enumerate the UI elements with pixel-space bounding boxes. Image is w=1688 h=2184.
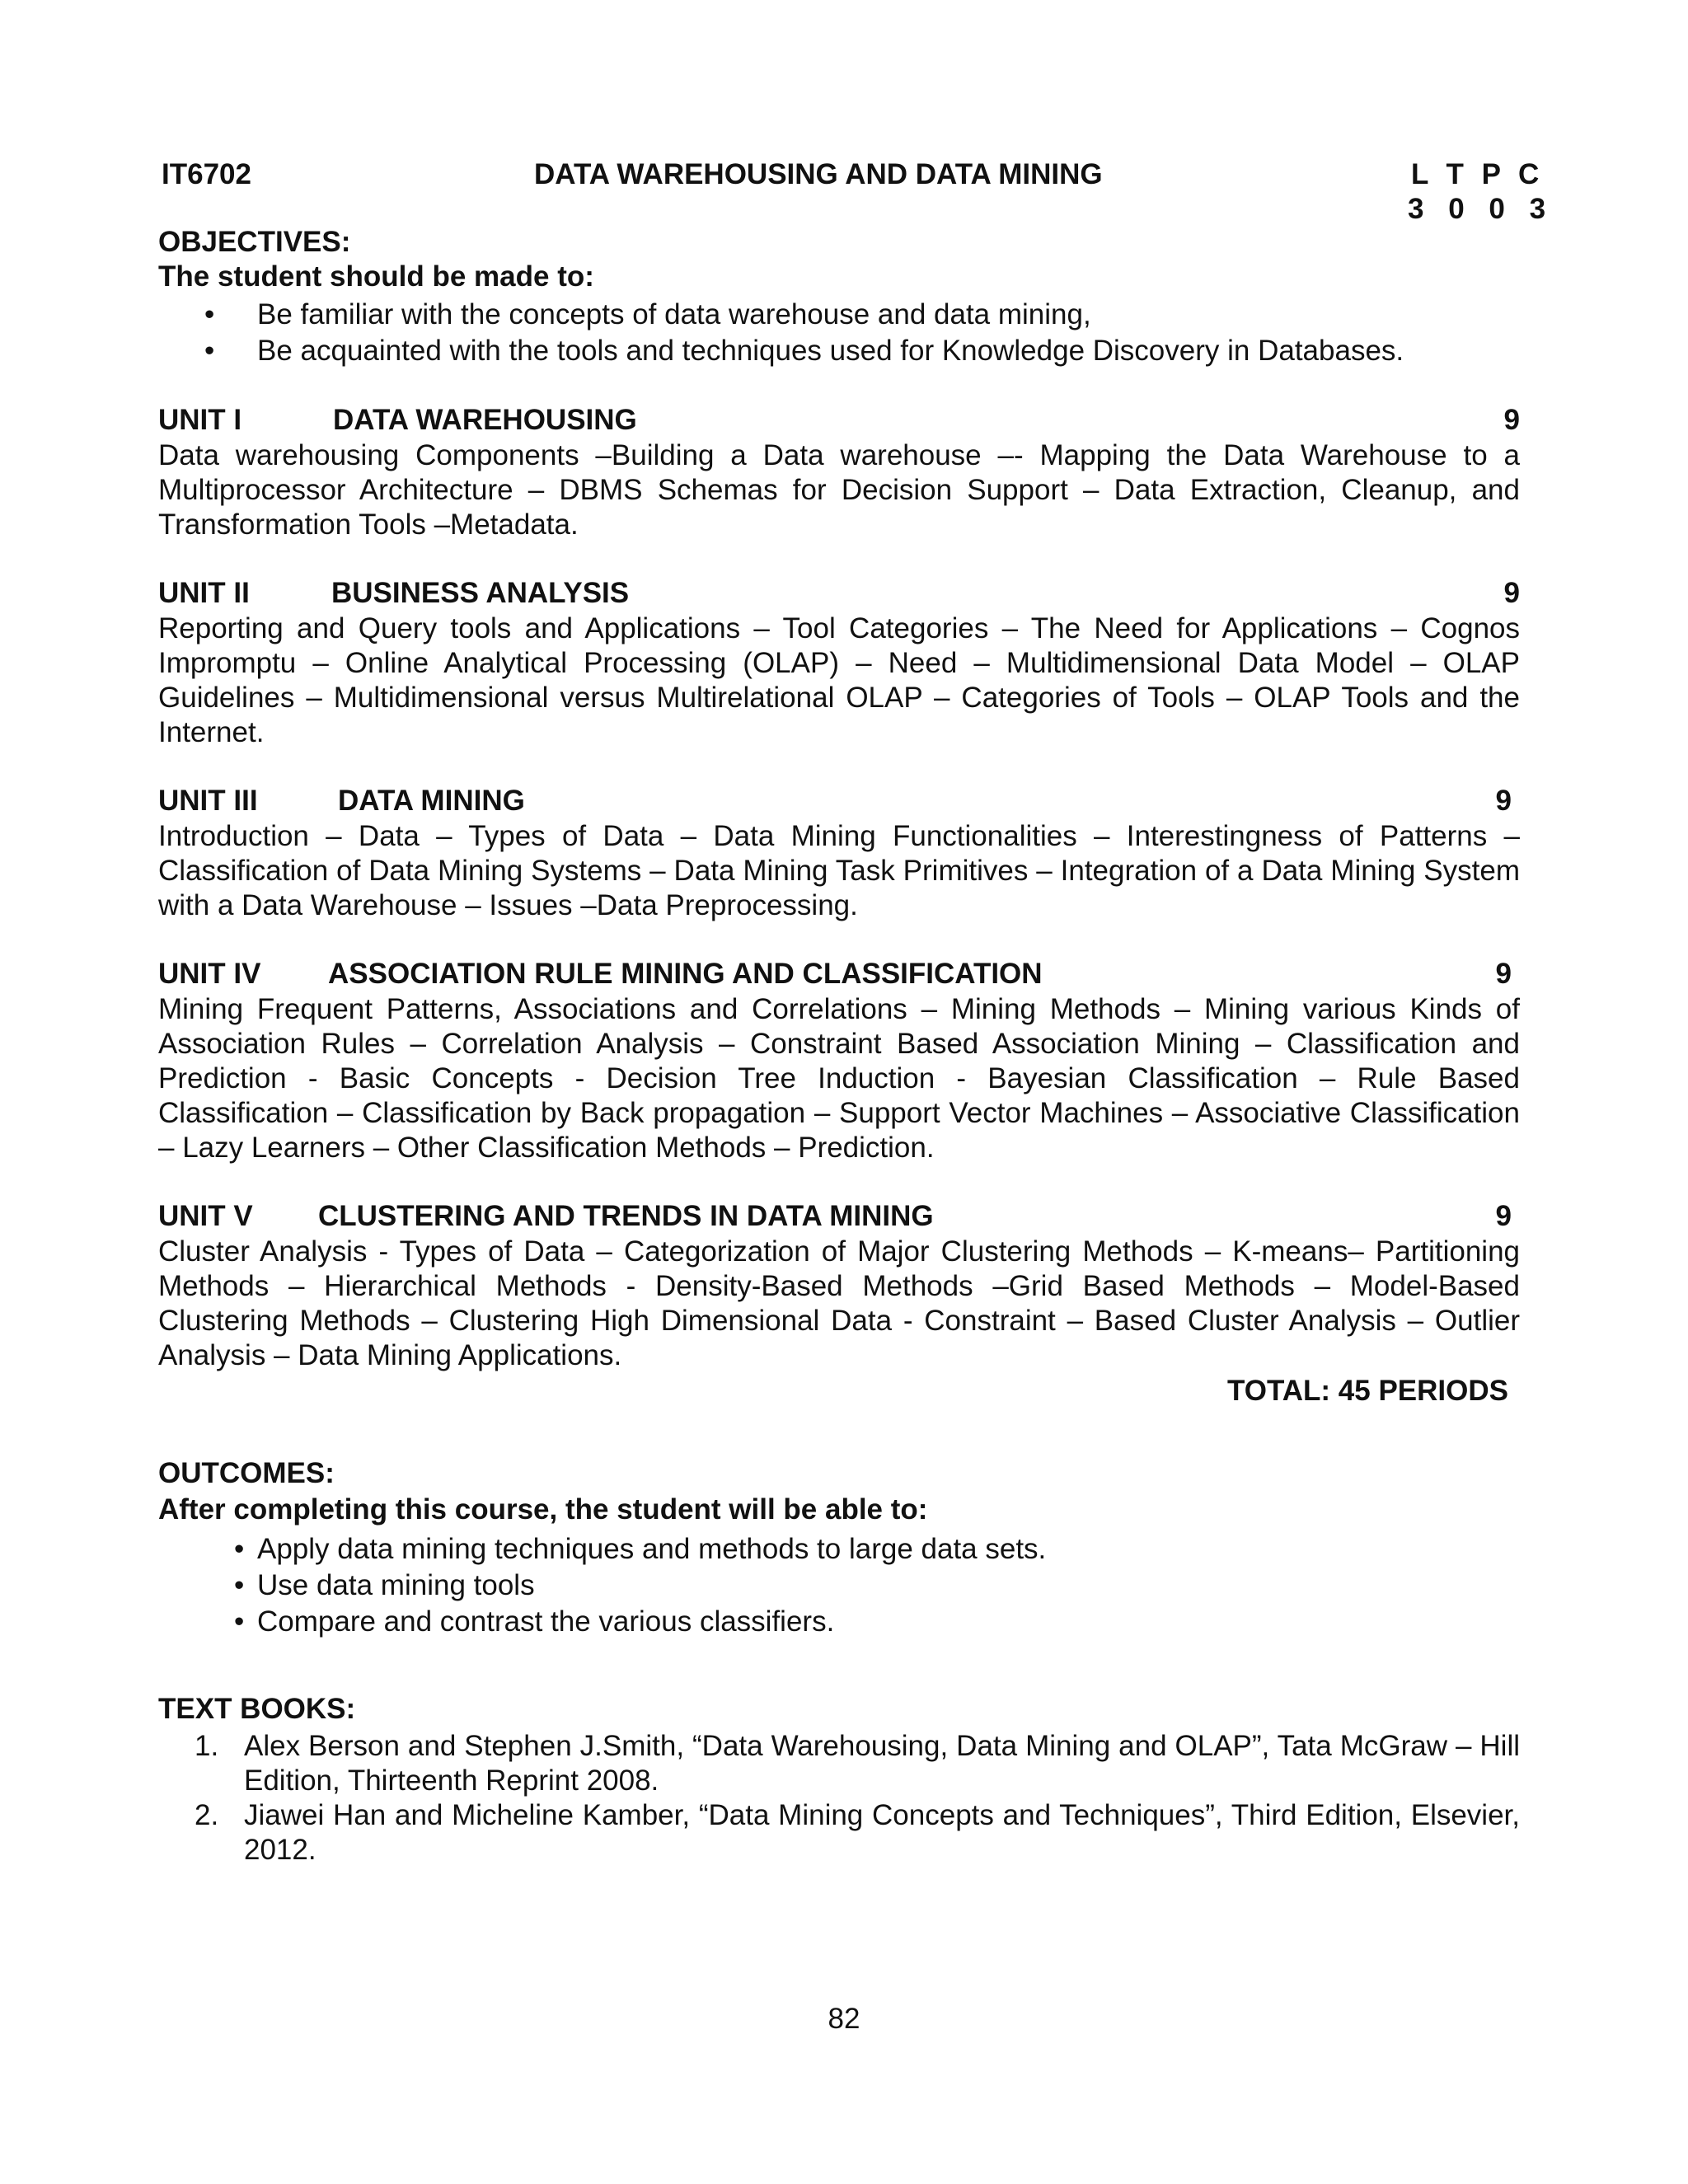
book-reference: Alex Berson and Stephen J.Smith, “Data Warehousing, Data Mining and OLAP”, Tata McGraw – Hill Edition, Thirteenth Reprint 2008. [244,1730,1520,1797]
unit-hours: 9 [1503,577,1520,609]
unit-heading [158,958,1520,994]
unit-heading [158,1200,1520,1236]
unit-hours: 9 [1495,958,1512,990]
unit-content: Mining Frequent Patterns, Associations and Correlations – Mining Methods – Mining various Kinds of Association Rules – Correlation Analysis – Constraint Based Association Mining – Classification and Prediction - Basic Concepts - Decision Tree Induction - Bayesian Classification – Rule Based Classification – Classification by Back propagation – Support Vector Machines – Associative Classification – Lazy Learners – Other Classification Methods – Prediction. [158,993,1520,1164]
unit-content: Reporting and Query tools and Applications – Tool Categories – The Need for Applications – Cognos Impromptu – Online Analytical Processing (OLAP) – Need – Multidimensional Data Model – OLAP Guidelines – Multidimensional versus Multirelational OLAP – Categories of Tools – OLAP Tools and the Internet. [158,612,1520,748]
list-item [158,1798,1520,1868]
page-number: 82 [828,2003,860,2035]
ltpc-label: L T P C [1411,158,1545,190]
unit-hours: 9 [1495,785,1512,817]
item-number: 2. [195,1799,219,1831]
unit-hours: 9 [1503,404,1520,436]
unit-heading [158,404,1520,440]
unit-title: BUSINESS ANALYSIS [331,577,630,609]
unit-content: Data warehousing Components –Building a Data warehouse –- Mapping the Data Warehouse to a Multiprocessor Architecture – DBMS Schemas for Decision Support – Data Extraction, Cleanup, and Transformation Tools –Metadata. [158,439,1520,541]
objectives-list [158,297,1526,369]
unit-label: UNIT II [158,577,250,609]
bullet-icon: • [204,335,215,367]
total-periods: TOTAL: 45 PERIODS [1227,1375,1508,1407]
unit-content: Cluster Analysis - Types of Data – Categorization of Major Clustering Methods – K-means– Partitioning Methods – Hierarchical Methods - Density-Based Methods –Grid Based Methods – Model-Based Clustering Methods – Clustering High Dimensional Data - Constraint – Based Cluster Analysis – Outlier Analysis – Data Mining Applications. [158,1235,1520,1371]
outcomes-list [158,1531,1526,1640]
unit-title: CLUSTERING AND TRENDS IN DATA MINING [318,1200,934,1232]
list-item: • Apply data mining techniques and methods to large data sets. [158,1531,1526,1568]
book-reference: Jiawei Han and Micheline Kamber, “Data Mining Concepts and Techniques”, Third Edition, Elsevier, 2012. [244,1799,1520,1866]
bullet-icon: • [234,1569,245,1601]
list-item: • Be familiar with the concepts of data warehouse and data mining, [158,297,1526,333]
course-title: DATA WAREHOUSING AND DATA MINING [534,158,1103,190]
bullet-icon: • [204,298,215,330]
textbooks-heading: TEXT BOOKS: [158,1693,356,1725]
ltpc-values: 3 0 0 3 [1408,193,1554,225]
outcomes-heading: OUTCOMES: [158,1457,335,1489]
item-number: 1. [195,1730,219,1762]
unit-title: DATA WAREHOUSING [333,404,637,436]
unit-heading [158,577,1520,613]
unit-title: ASSOCIATION RULE MINING AND CLASSIFICATION [328,958,1043,990]
list-item [158,1729,1520,1798]
objectives-intro: The student should be made to: [158,260,594,293]
list-item: • Be acquainted with the tools and techniques used for Knowledge Discovery in Databases. [158,333,1526,369]
unit-label: UNIT V [158,1200,253,1232]
unit-hours: 9 [1495,1200,1512,1232]
outcomes-intro: After completing this course, the student will be able to: [158,1493,928,1526]
unit-title: DATA MINING [338,785,525,817]
unit-heading [158,785,1520,821]
bullet-icon: • [234,1605,245,1638]
course-code: IT6702 [162,158,251,190]
unit-label: UNIT IV [158,958,261,990]
objectives-heading: OBJECTIVES: [158,226,351,258]
list-item: • Use data mining tools [158,1568,1526,1604]
unit-label: UNIT III [158,785,258,817]
bullet-icon: • [234,1533,245,1565]
unit-content: Introduction – Data – Types of Data – Data Mining Functionalities – Interestingness of Patterns – Classification of Data Mining Systems – Data Mining Task Primitives – Integration of a Data Mining System with a Data Warehouse – Issues –Data Preprocessing. [158,820,1520,921]
unit-label: UNIT I [158,404,242,436]
textbooks-list [158,1729,1520,1868]
list-item: • Compare and contrast the various classifiers. [158,1604,1526,1640]
